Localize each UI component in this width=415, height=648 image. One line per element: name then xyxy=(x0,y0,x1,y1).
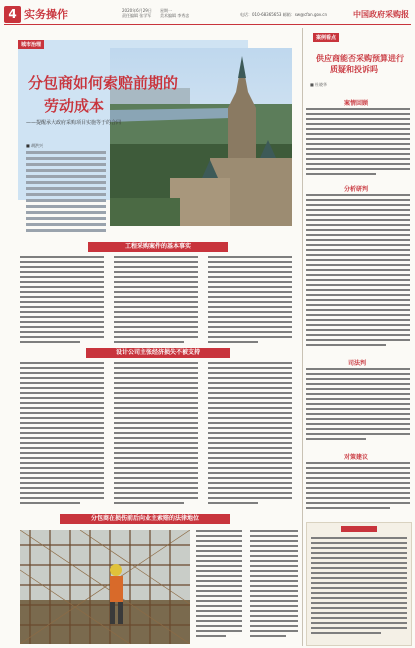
right-text-block-1 xyxy=(306,108,410,180)
body-text-block-2 xyxy=(20,362,300,510)
right-text-block-4 xyxy=(306,462,410,518)
section-heading-band: 设计公司主张经济损失不被支持 xyxy=(86,348,230,358)
newspaper-logo: 中国政府采购报 xyxy=(353,9,409,19)
right-subheading: 司法判 xyxy=(348,360,367,367)
box-text-lines xyxy=(307,523,411,645)
body-text-lines xyxy=(306,462,410,518)
lead-text-line xyxy=(26,205,106,208)
lead-text-line xyxy=(26,229,106,232)
body-text-lines xyxy=(20,256,300,346)
right-headline-line2: 质疑和投诉吗 xyxy=(330,64,378,74)
right-section-tag: 案例看点 xyxy=(313,33,339,42)
phone-text: 电话：010-68365653 xyxy=(240,12,282,17)
section-heading-band: 工程采购案件的基本事实 xyxy=(88,242,228,252)
section-heading-band: 分包商在损伤前后向业主索赔的法律地位 xyxy=(60,514,230,524)
right-text-block-2 xyxy=(306,194,410,354)
lead-text-line xyxy=(26,211,106,214)
page-number-badge: 4 xyxy=(4,6,21,23)
headline-subtitle: ——提醒承大政府采购项目实施等于的合同 xyxy=(26,120,122,126)
right-subheading: 对策建议 xyxy=(344,454,369,461)
headline-line2: 劳动成本 xyxy=(44,97,105,115)
right-subheading: 分析研判 xyxy=(344,186,369,193)
right-subheading: 案情回顾 xyxy=(344,100,369,107)
issue-weekday: 星期一 xyxy=(160,8,172,13)
section-title: 实务操作 xyxy=(24,8,68,21)
layout-credit: 美术编辑 李秀忠 xyxy=(160,13,190,18)
lead-text-line xyxy=(26,157,106,160)
lead-text-line xyxy=(26,163,106,166)
editor-credit: 责任编辑 张学军 xyxy=(122,13,152,18)
lead-text-line xyxy=(26,199,106,202)
headline-line1: 分包商如何索赔前期的 xyxy=(28,74,179,92)
column-divider xyxy=(302,28,303,646)
body-text-lines xyxy=(20,362,300,510)
lead-text-line xyxy=(26,217,106,220)
lead-text-line xyxy=(26,223,106,226)
body-text-lines xyxy=(306,194,410,354)
article-byline: ■ 胡洪兴 xyxy=(26,143,44,148)
lead-text-line xyxy=(26,181,106,184)
body-text-lines xyxy=(306,368,410,446)
scaffolding-illustration xyxy=(20,530,190,644)
issue-date: 2020年6月29日 xyxy=(122,8,152,13)
related-law-box xyxy=(306,522,412,646)
right-text-block-3 xyxy=(306,368,410,446)
right-headline-line1: 供应商能否采购预算进行 xyxy=(316,53,404,63)
lead-text-line xyxy=(26,169,106,172)
contact-phone xyxy=(240,12,327,18)
lead-text-line xyxy=(26,187,106,190)
section-tag: 城市治理 xyxy=(18,40,44,49)
body-text-lines xyxy=(196,530,300,644)
body-text-lines xyxy=(306,108,410,180)
header-rule xyxy=(4,24,411,25)
lead-text-line xyxy=(26,193,106,196)
body-text-block-1 xyxy=(20,256,300,346)
email-text: 邮箱：sw@cfan.gov.cn xyxy=(282,12,327,17)
lead-text-line xyxy=(26,175,106,178)
body-text-block-3 xyxy=(196,530,300,644)
right-byline: ■ 杜晓华 xyxy=(310,82,328,87)
construction-photo xyxy=(20,530,190,644)
lead-text-line xyxy=(26,151,106,154)
